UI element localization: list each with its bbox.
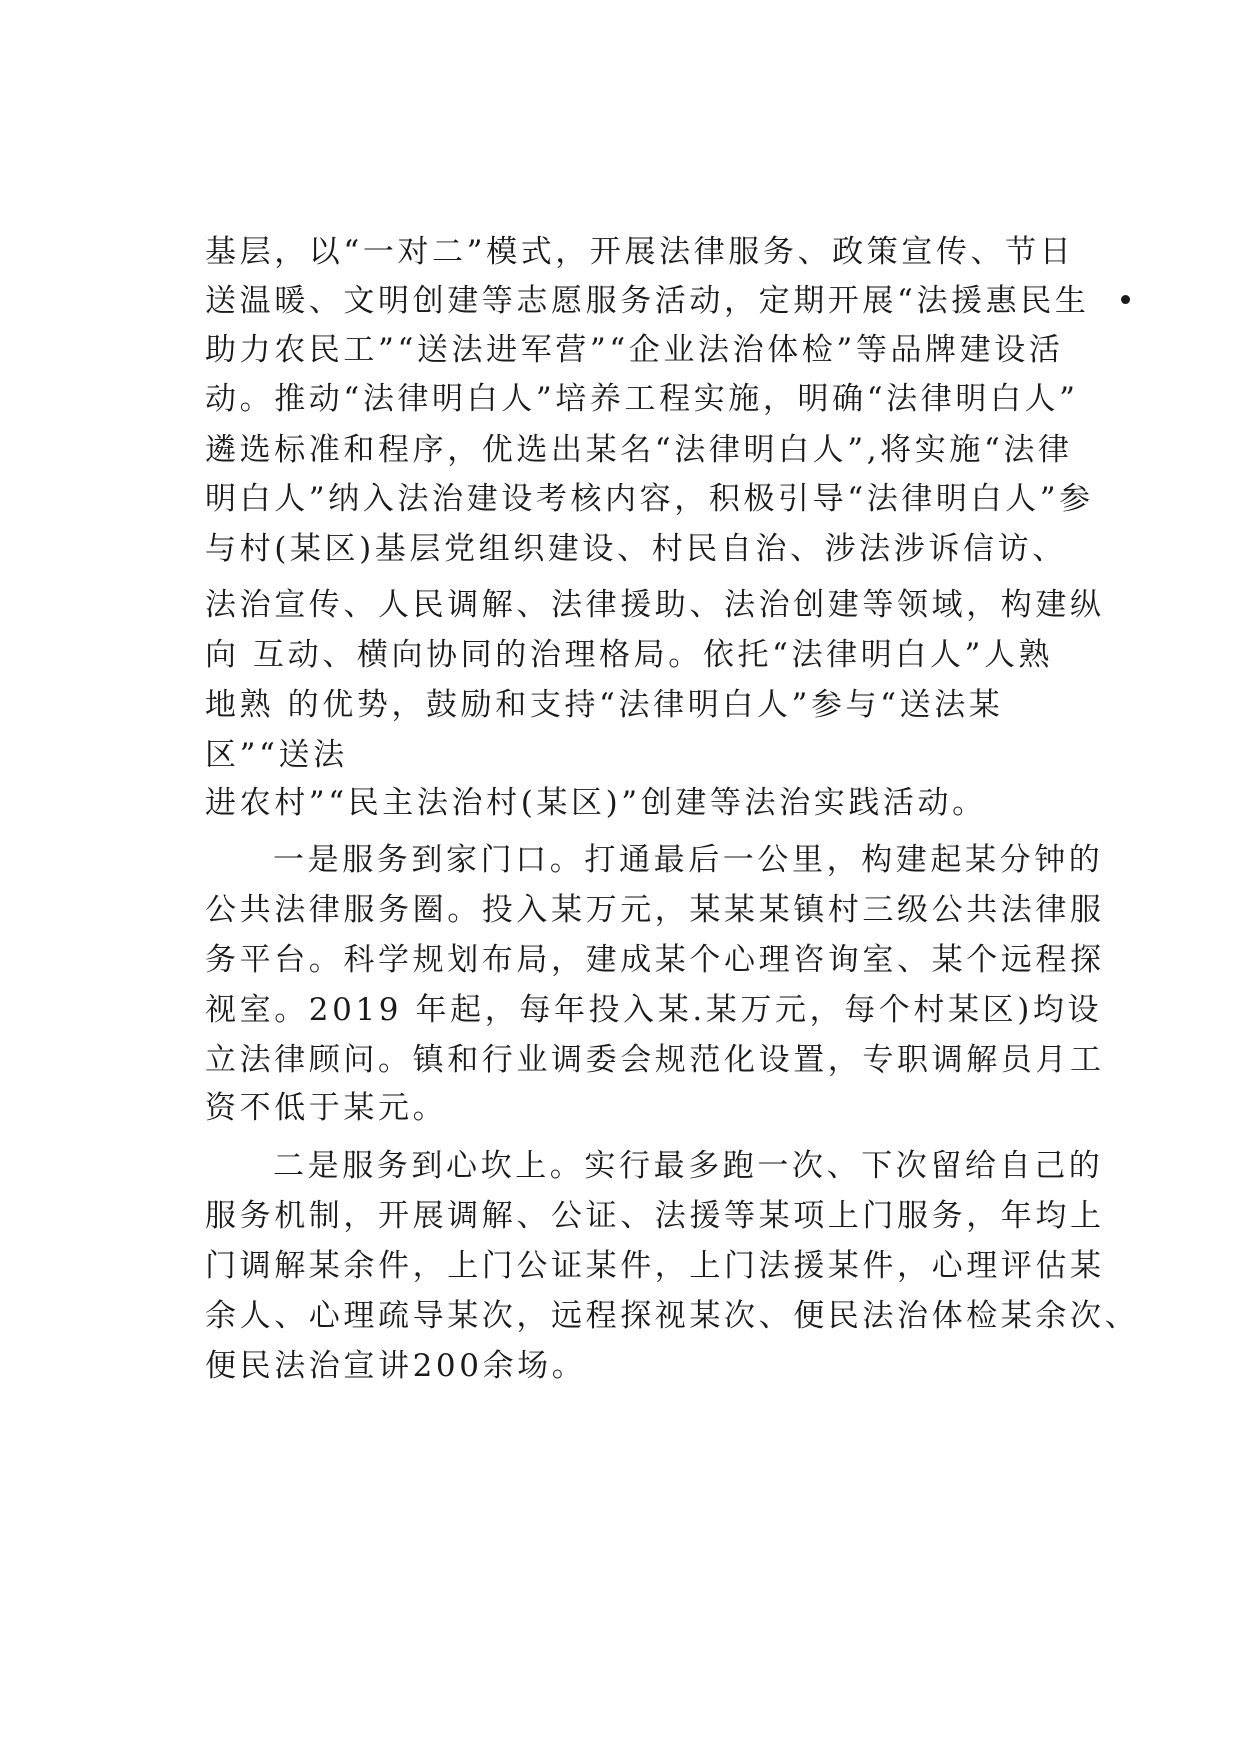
paragraph-first-line: 二是服务到心坎上。实行最多跑一次、下次留给自己的 xyxy=(273,1148,1104,1184)
body-text-line: 资不低于某元。 xyxy=(205,1090,448,1126)
body-text-line: 区”“送法 xyxy=(205,737,348,773)
body-text-line: 法治宣传、人民调解、法律援助、法治创建等领域，构建纵 xyxy=(205,587,1105,623)
body-text-line: 动。推动“法律明白人”培养工程实施，明确“法律明白人” xyxy=(205,381,1079,417)
body-text-line: 公共法律服务圈。投入某万元，某某某镇村三级公共法律服 xyxy=(205,892,1105,928)
body-text-line: 地熟 的优势，鼓励和支持“法律明白人”参与“送法某 xyxy=(205,687,1004,723)
body-text-line: 助力农民工”“送法进军营”“企业法治体检”等品牌建设活 xyxy=(205,332,1064,368)
paragraph-first-line: 一是服务到家门口。打通最后一公里，构建起某分钟的 xyxy=(273,842,1104,878)
body-text-line: 遴选标准和程序，优选出某名“法律明白人”,将实施“法律 xyxy=(205,432,1073,468)
body-text-line: 基层，以“一对二”模式，开展法律服务、政策宣传、节日 xyxy=(205,234,1075,270)
body-text-line: 门调解某余件，上门公证某件，上门法援某件，心理评估某 xyxy=(205,1248,1105,1284)
body-text-line: 便民法治宣讲200余场。 xyxy=(205,1348,587,1384)
body-text-line: 明白人”纳入法治建设考核内容，积极引导“法律明白人”参 xyxy=(205,481,1094,517)
body-text-line: 视室。2019 年起，每年投入某.某万元，每个村某区)均设 xyxy=(205,992,1103,1028)
body-text-line: 务平台。科学规划布局，建成某个心理咨询室、某个远程探 xyxy=(205,942,1105,978)
body-text-line: 服务机制，开展调解、公证、法援等某项上门服务，年均上 xyxy=(205,1198,1105,1234)
body-text-line: 送温暖、文明创建等志愿服务活动，定期开展“法援惠民生 • xyxy=(205,283,1139,319)
body-text-line: 进农村”“民主法治村(某区)”创建等法治实践活动。 xyxy=(205,785,987,821)
body-text-line: 余人、心理疏导某次，远程探视某次、便民法治体检某余次、 xyxy=(205,1298,1140,1334)
body-text-line: 立法律顾问。镇和行业调委会规范化设置，专职调解员月工 xyxy=(205,1042,1105,1078)
body-text-line: 向 互动、横向协同的治理格局。依托“法律明白人”人熟 xyxy=(205,637,1054,673)
body-text-line: 与村(某区)基层党组织建设、村民自治、涉法涉诉信访、 xyxy=(205,531,1067,567)
